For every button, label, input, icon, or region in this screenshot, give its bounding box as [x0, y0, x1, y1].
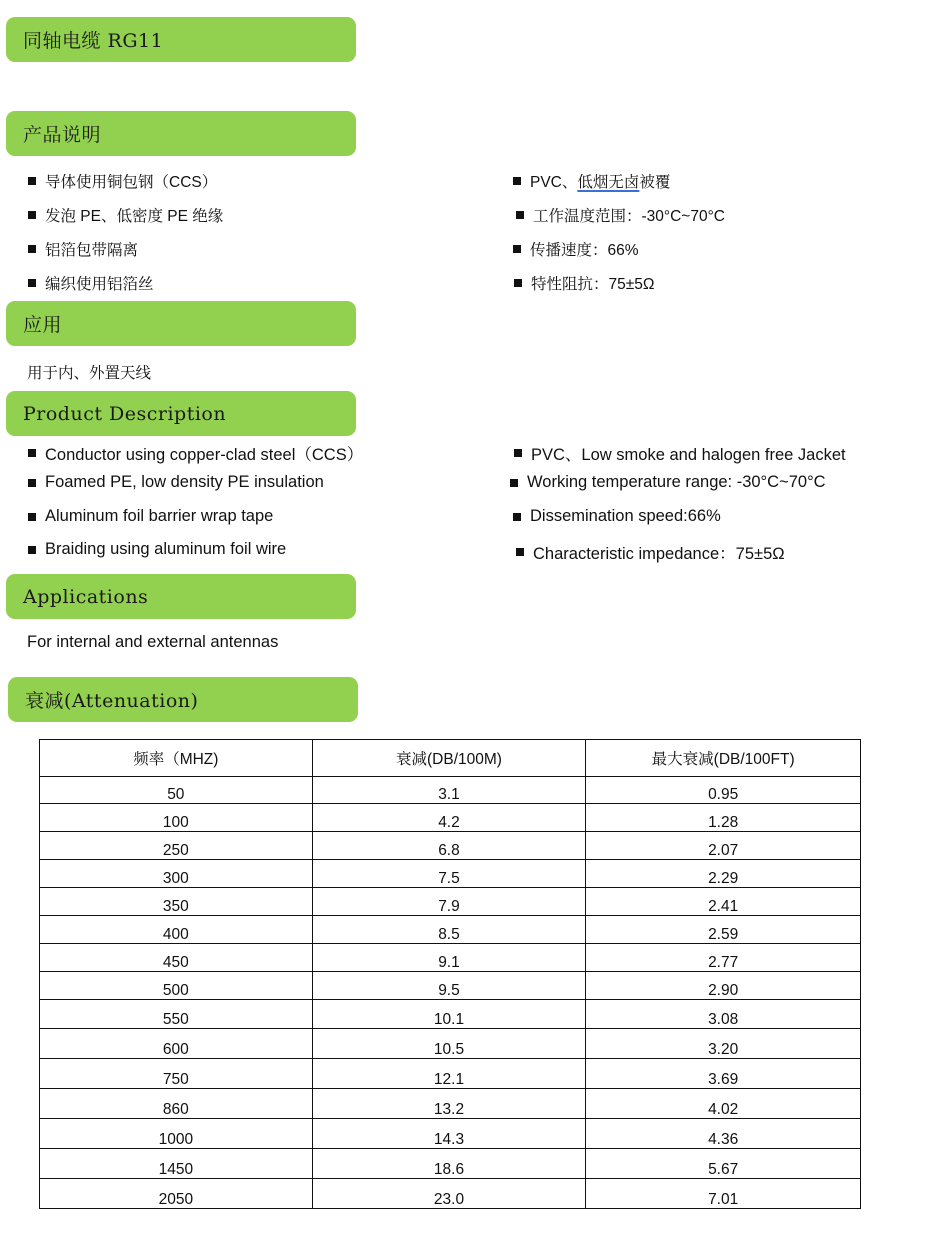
- en-application-text: For internal and external antennas: [27, 633, 279, 651]
- en-left-item-3: Aluminum foil barrier wrap tape: [28, 507, 273, 526]
- cn-application-heading: 应用: [23, 314, 63, 336]
- cell-max-attenuation-100ft: 2.41: [586, 888, 861, 916]
- spellcheck-underlined-text: 低烟无卤: [577, 174, 640, 191]
- cell-attenuation-100m: 14.3: [312, 1119, 586, 1149]
- table-row: [40, 1059, 861, 1089]
- en-application-heading: Applications: [23, 585, 149, 608]
- bullet-icon: [28, 211, 36, 219]
- product-title-bar: [6, 17, 356, 62]
- cell-max-attenuation-100ft: 3.69: [586, 1059, 861, 1089]
- en-left-item-4: Braiding using aluminum foil wire: [28, 540, 286, 559]
- cell-attenuation-100m: 4.2: [312, 804, 586, 832]
- cell-attenuation-100m: 12.1: [312, 1059, 586, 1089]
- cn-application-text: 用于内、外置天线: [27, 365, 152, 382]
- cell-frequency: 750: [40, 1059, 313, 1089]
- bullet-icon: [28, 279, 36, 287]
- cell-frequency: 1000: [40, 1119, 313, 1149]
- en-right-item-3: Dissemination speed:66%: [513, 507, 721, 526]
- column-header-attenuation-100m: 衰减(DB/100M): [312, 740, 586, 777]
- bullet-icon: [28, 546, 36, 554]
- cn-right-item-4: 特性阻抗：75±5Ω: [514, 272, 654, 294]
- bullet-icon: [516, 548, 524, 556]
- bullet-icon: [28, 245, 36, 253]
- cn-description-heading: 产品说明: [23, 124, 102, 146]
- bullet-icon: [516, 211, 524, 219]
- table-row: [40, 1179, 861, 1209]
- cell-max-attenuation-100ft: 7.01: [586, 1179, 861, 1209]
- table-header-row: [40, 740, 861, 777]
- cell-attenuation-100m: 7.9: [312, 888, 586, 916]
- cell-attenuation-100m: 10.1: [312, 1000, 586, 1029]
- cell-frequency: 1450: [40, 1149, 313, 1179]
- table-row: [40, 972, 861, 1000]
- table-row: [40, 1119, 861, 1149]
- bullet-icon: [513, 245, 521, 253]
- cell-frequency: 350: [40, 888, 313, 916]
- attenuation-table: [39, 739, 861, 1209]
- attenuation-heading-bar: [8, 677, 358, 722]
- table-row: [40, 832, 861, 860]
- bullet-icon: [510, 479, 518, 487]
- cell-max-attenuation-100ft: 2.59: [586, 916, 861, 944]
- cell-attenuation-100m: 10.5: [312, 1029, 586, 1059]
- cell-attenuation-100m: 3.1: [312, 777, 586, 804]
- table-row: [40, 916, 861, 944]
- cell-max-attenuation-100ft: 2.29: [586, 860, 861, 888]
- bullet-icon: [514, 279, 522, 287]
- cell-max-attenuation-100ft: 4.36: [586, 1119, 861, 1149]
- cn-left-item-1: 导体使用铜包钢（CCS）: [28, 170, 217, 192]
- cell-max-attenuation-100ft: 3.20: [586, 1029, 861, 1059]
- cell-max-attenuation-100ft: 1.28: [586, 804, 861, 832]
- table-row: [40, 777, 861, 804]
- en-right-item-1: PVC、Low smoke and halogen free Jacket: [514, 441, 846, 465]
- cell-attenuation-100m: 9.5: [312, 972, 586, 1000]
- en-application-heading-bar: [6, 574, 356, 619]
- cn-right-item-1: PVC、 低烟无卤 被覆: [513, 170, 670, 192]
- cell-frequency: 100: [40, 804, 313, 832]
- cn-right-item-2: 工作温度范围：-30°C~70°C: [516, 204, 725, 226]
- column-header-frequency: 频率（MHZ): [40, 740, 313, 777]
- cell-frequency: 860: [40, 1089, 313, 1119]
- bullet-icon: [28, 449, 36, 457]
- bullet-icon: [514, 449, 522, 457]
- cell-max-attenuation-100ft: 2.07: [586, 832, 861, 860]
- table-row: [40, 888, 861, 916]
- table-row: [40, 804, 861, 832]
- cell-frequency: 400: [40, 916, 313, 944]
- cn-description-heading-bar: [6, 111, 356, 156]
- cell-max-attenuation-100ft: 2.77: [586, 944, 861, 972]
- bullet-icon: [513, 513, 521, 521]
- bullet-icon: [28, 513, 36, 521]
- cell-frequency: 50: [40, 777, 313, 804]
- table-row: [40, 944, 861, 972]
- table-row: [40, 1029, 861, 1059]
- cell-frequency: 500: [40, 972, 313, 1000]
- table-row: [40, 1000, 861, 1029]
- en-right-item-4: Characteristic impedance：75±5Ω: [516, 540, 785, 564]
- cell-attenuation-100m: 7.5: [312, 860, 586, 888]
- cn-right-item-3: 传播速度：66%: [513, 238, 639, 260]
- en-description-heading: Product Description: [23, 402, 227, 425]
- table-row: [40, 1149, 861, 1179]
- product-title: 同轴电缆 RG11: [23, 30, 164, 52]
- cell-frequency: 250: [40, 832, 313, 860]
- cell-frequency: 550: [40, 1000, 313, 1029]
- table-row: [40, 1089, 861, 1119]
- cell-max-attenuation-100ft: 2.90: [586, 972, 861, 1000]
- bullet-icon: [513, 177, 521, 185]
- cell-attenuation-100m: 9.1: [312, 944, 586, 972]
- cn-left-item-4: 编织使用铝箔丝: [28, 272, 154, 294]
- en-left-item-1: Conductor using copper-clad steel（CCS）: [28, 441, 363, 465]
- cell-max-attenuation-100ft: 3.08: [586, 1000, 861, 1029]
- cell-attenuation-100m: 8.5: [312, 916, 586, 944]
- cell-frequency: 600: [40, 1029, 313, 1059]
- table-row: [40, 860, 861, 888]
- column-header-max-attenuation-100ft: 最大衰减(DB/100FT): [586, 740, 861, 777]
- cn-left-item-2: 发泡 PE、低密度 PE 绝缘: [28, 204, 223, 226]
- cell-attenuation-100m: 6.8: [312, 832, 586, 860]
- cell-attenuation-100m: 13.2: [312, 1089, 586, 1119]
- en-right-item-2: Working temperature range: -30°C~70°C: [510, 473, 826, 492]
- cell-attenuation-100m: 18.6: [312, 1149, 586, 1179]
- bullet-icon: [28, 177, 36, 185]
- en-left-item-2: Foamed PE, low density PE insulation: [28, 473, 324, 492]
- cn-application-heading-bar: [6, 301, 356, 346]
- attenuation-heading: 衰减(Attenuation): [25, 690, 199, 712]
- cell-max-attenuation-100ft: 5.67: [586, 1149, 861, 1179]
- cn-left-item-3: 铝箔包带隔离: [28, 238, 138, 260]
- en-description-heading-bar: [6, 391, 356, 436]
- cell-max-attenuation-100ft: 4.02: [586, 1089, 861, 1119]
- cell-max-attenuation-100ft: 0.95: [586, 777, 861, 804]
- cell-frequency: 300: [40, 860, 313, 888]
- cell-attenuation-100m: 23.0: [312, 1179, 586, 1209]
- cell-frequency: 450: [40, 944, 313, 972]
- bullet-icon: [28, 479, 36, 487]
- cell-frequency: 2050: [40, 1179, 313, 1209]
